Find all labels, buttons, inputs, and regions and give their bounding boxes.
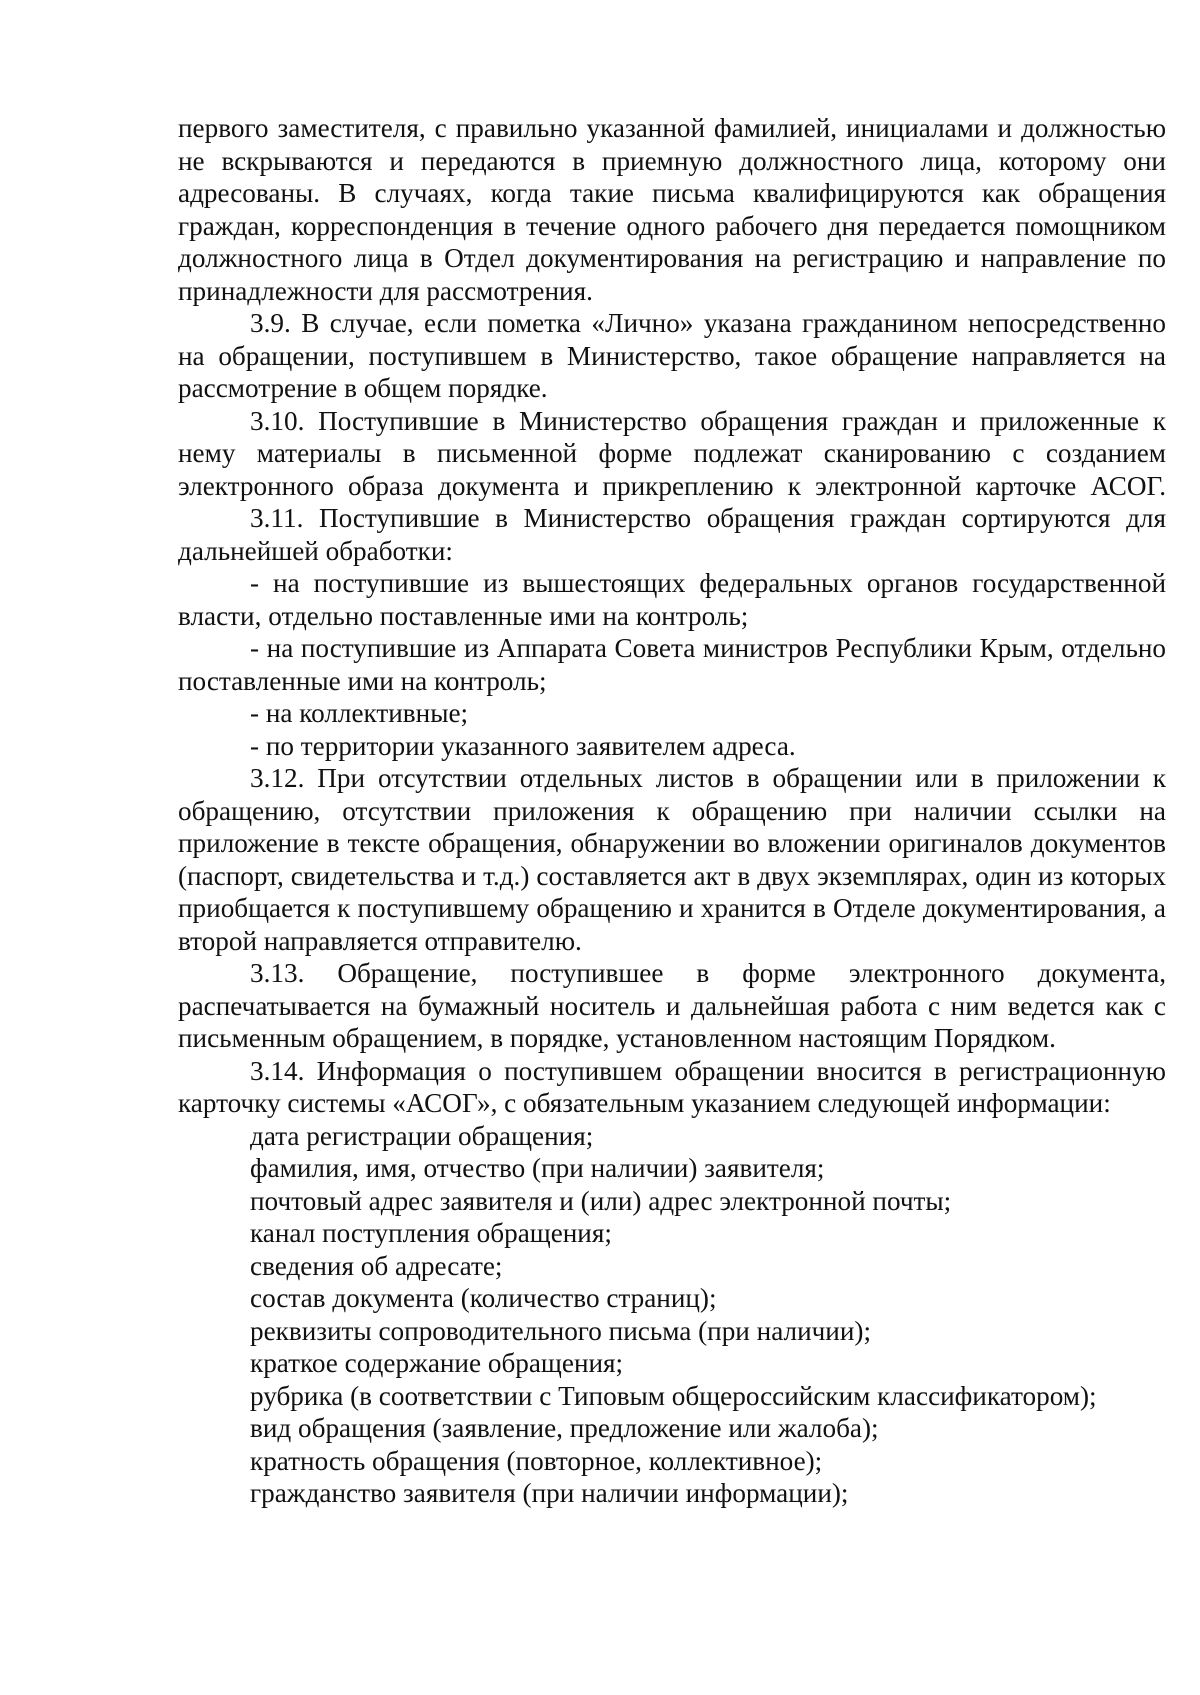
sort-item-council: - на поступившие из Аппарата Совета министров Республики Крым, отдельно поставленные ими на контроль; [178,633,1166,696]
paragraph-3-12: 3.12. При отсутствии отдельных листов в обращении или в приложении к обращению, отсутствии приложения к обращению при наличии ссылки на приложение в тексте обращения, обнаружении во вложении оригиналов документов (паспорт, свидетельства и т.д.) составляется акт в двух экземплярах, один из которых приобщается к поступившему обращению и хранится в Отделе документирования, а второй направляется отправителю. [178,763,1166,956]
field-item: рубрика (в соответствии с Типовым общероссийским классификатором); [250,1380,1097,1411]
paragraph-3-13: 3.13. Обращение, поступившее в форме электронного документа, распечатывается на бумажный носитель и дальнейшая работа с ним ведется как с письменным обращением, в порядке, установленном настоящим Порядком. [178,958,1166,1053]
field-item: канал поступления обращения; [250,1218,612,1248]
field-item: вид обращения (заявление, предложение или жалоба); [250,1413,879,1443]
sort-item-collective: - на коллективные; [250,698,469,728]
field-item: реквизиты сопроводительного письма (при наличии); [250,1315,871,1346]
registration-fields-list [178,1120,1166,1510]
paragraph-3-9: 3.9. В случае, если пометка «Лично» указана гражданином непосредственно на обращении, поступившем в Министерство, такое обращение направляется на рассмотрение в общем порядке. [178,308,1166,403]
paragraph-3-10: 3.10. Поступившие в Министерство обращения граждан и приложенные к нему материалы в письменной форме подлежат сканированию с созданием электронного образа документа и прикреплению к электронной карточке АСОГ. [178,405,1166,501]
field-item: гражданство заявителя (при наличии информации); [250,1478,849,1508]
sort-item-federal: - на поступившие из вышестоящих федеральных органов государственной власти, отдельно поставленные ими на контроль; [178,568,1166,631]
field-item: краткое содержание обращения; [250,1348,624,1378]
field-item: почтовый адрес заявителя и (или) адрес электронной почты; [250,1185,952,1216]
field-item: состав документа (количество страниц); [250,1283,717,1313]
field-item: дата регистрации обращения; [250,1120,594,1151]
paragraph-continuation: первого заместителя, с правильно указанной фамилией, инициалами и должностью не вскрываются и передаются в приемную должностного лица, которому они адресованы. В случаях, когда такие письма квалифицируются как обращения граждан, корреспонденция в течение одного рабочего дня передается помощником должностного лица в Отдел документирования на регистрацию и направление по принадлежности для рассмотрения. [178,113,1166,306]
sort-item-territory: - по территории указанного заявителем адреса. [250,730,796,761]
field-item: кратность обращения (повторное, коллективное); [250,1445,823,1476]
field-item: сведения об адресате; [250,1250,503,1281]
paragraph-3-14: 3.14. Информация о поступившем обращении вносится в регистрационную карточку системы «АСОГ», с обязательным указанием следующей информации: [178,1055,1166,1118]
field-item: фамилия, имя, отчество (при наличии) заявителя; [250,1153,825,1183]
document-body [178,112,1166,1510]
paragraph-3-11: 3.11. Поступившие в Министерство обращения граждан сортируются для дальнейшей обработки: [178,503,1166,566]
